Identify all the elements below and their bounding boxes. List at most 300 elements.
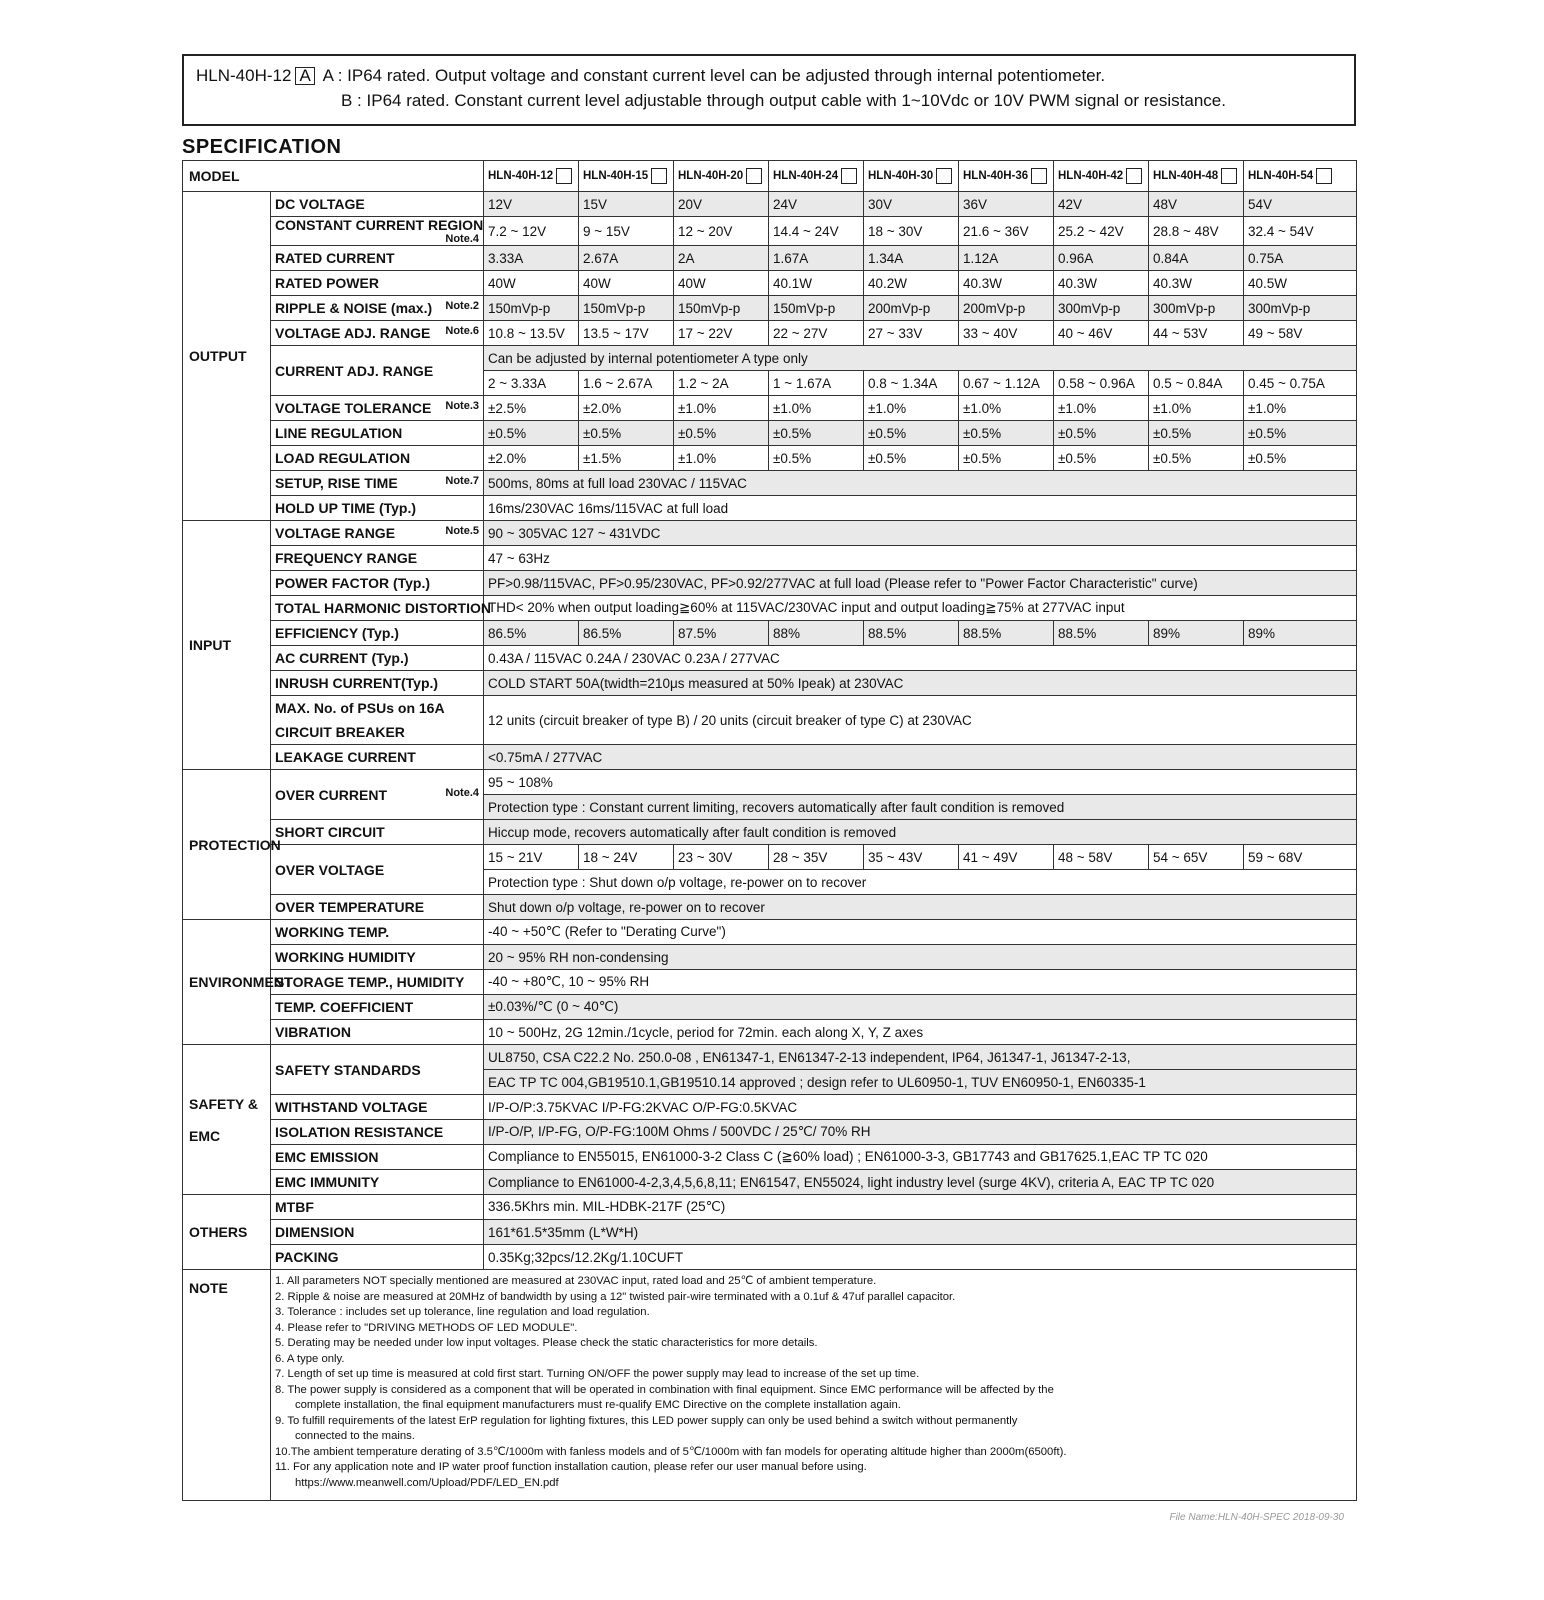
- value-cell: ±2.5%: [484, 396, 579, 421]
- value-cell: 88%: [769, 621, 864, 646]
- text-cell: I/P-O/P:3.75KVAC I/P-FG:2KVAC O/P-FG:0.5KVAC: [484, 1095, 1357, 1120]
- option-b-text: B : IP64 rated. Constant current level adjustable through output cable with 1~10Vdc or 10V PWM signal or resistance.: [341, 91, 1226, 110]
- note-line: 11. For any application note and IP water proof function installation caution, please refer our user manual before using.: [275, 1461, 867, 1473]
- item-label-text: POWER FACTOR (Typ.): [275, 575, 431, 591]
- note-line: 4. Please refer to "DRIVING METHODS OF LED MODULE".: [275, 1321, 578, 1334]
- value-cell: ±2.0%: [484, 446, 579, 471]
- value-cell: 7.2 ~ 12V: [484, 217, 579, 246]
- value-cell: 0.58 ~ 0.96A: [1054, 371, 1149, 396]
- spec-item-label: [271, 995, 484, 1020]
- value-cell: ±0.5%: [1054, 446, 1149, 471]
- text-cell: 500ms, 80ms at full load 230VAC / 115VAC: [484, 471, 1357, 496]
- value-cell: 89%: [1149, 621, 1244, 646]
- value-cell: 24V: [769, 192, 864, 217]
- table-row: [183, 296, 1357, 321]
- table-row: [183, 945, 1357, 970]
- table-row: [183, 1095, 1357, 1120]
- item-label-text: OVER VOLTAGE: [275, 861, 385, 878]
- option-checkbox: [1126, 168, 1142, 184]
- model-name: HLN-40H-36: [963, 170, 1029, 183]
- item-label-text: VOLTAGE ADJ. RANGE: [275, 325, 431, 341]
- spec-item-label: [271, 745, 484, 770]
- value-cell: 48V: [1149, 192, 1244, 217]
- value-cell: ±0.5%: [674, 421, 769, 446]
- value-cell: 18 ~ 30V: [864, 217, 959, 246]
- value-cell: 54 ~ 65V: [1149, 845, 1244, 870]
- text-cell: 95 ~ 108%: [484, 770, 1357, 795]
- category-text: SAFETY &: [189, 1095, 258, 1112]
- text-cell: EAC TP TC 004,GB19510.1,GB19510.14 approved ; design refer to UL60950-1, TUV EN60950-1, EN60335-1: [484, 1070, 1357, 1095]
- value-cell: 22 ~ 27V: [769, 321, 864, 346]
- model-name-cell: [1244, 161, 1357, 192]
- model-name-cell: [674, 161, 769, 192]
- value-cell: 0.8 ~ 1.34A: [864, 371, 959, 396]
- table-row: [183, 396, 1357, 421]
- value-cell: 41 ~ 49V: [959, 845, 1054, 870]
- text-cell: Can be adjusted by internal potentiometer A type only: [484, 346, 1357, 371]
- value-cell: 150mVp-p: [579, 296, 674, 321]
- model-name: HLN-40H-48: [1153, 170, 1219, 183]
- value-cell: 40W: [674, 271, 769, 296]
- text-cell: Protection type : Constant current limiting, recovers automatically after fault condition is removed: [484, 795, 1357, 820]
- value-cell: 87.5%: [674, 621, 769, 646]
- spec-item-label: [271, 845, 484, 895]
- item-label-text: AC CURRENT (Typ.): [275, 650, 409, 666]
- value-cell: ±1.0%: [674, 446, 769, 471]
- value-cell: ±1.0%: [1244, 396, 1357, 421]
- text-cell: 90 ~ 305VAC 127 ~ 431VDC: [484, 521, 1357, 546]
- note-line: 8. The power supply is considered as a component that will be operated in combination with final equipment. Since EMC performance will be affected by the: [275, 1383, 1054, 1396]
- value-cell: 0.96A: [1054, 246, 1149, 271]
- value-cell: 2A: [674, 246, 769, 271]
- item-label-text: VIBRATION: [275, 1024, 351, 1040]
- value-cell: 89%: [1244, 621, 1357, 646]
- spec-item-label: [271, 696, 484, 745]
- value-cell: ±2.0%: [579, 396, 674, 421]
- spec-item-label: [271, 1095, 484, 1120]
- value-cell: 59 ~ 68V: [1244, 845, 1357, 870]
- model-name-cell: [959, 161, 1054, 192]
- value-cell: 17 ~ 22V: [674, 321, 769, 346]
- item-label-text: WORKING HUMIDITY: [275, 949, 416, 965]
- model-suffix-box: A: [295, 67, 314, 85]
- spec-item-label: [271, 321, 484, 346]
- spec-table: [182, 160, 1357, 1501]
- value-cell: ±1.0%: [864, 396, 959, 421]
- table-row: [183, 696, 1357, 745]
- spec-item-label: [271, 521, 484, 546]
- category-label: [183, 192, 271, 521]
- spec-item-label: [271, 1220, 484, 1245]
- category-text: OTHERS: [189, 1224, 248, 1240]
- value-cell: 3.33A: [484, 246, 579, 271]
- value-cell: 2.67A: [579, 246, 674, 271]
- item-label-text: TEMP. COEFFICIENT: [275, 999, 414, 1015]
- table-row: [183, 496, 1357, 521]
- spec-item-label: [271, 271, 484, 296]
- text-cell: 336.5Khrs min. MIL-HDBK-217F (25℃): [484, 1195, 1357, 1220]
- item-label-text: SAFETY STANDARDS: [275, 1061, 421, 1078]
- item-label-text: CONSTANT CURRENT REGION: [275, 217, 484, 233]
- value-cell: 28.8 ~ 48V: [1149, 217, 1244, 246]
- value-cell: 44 ~ 53V: [1149, 321, 1244, 346]
- value-cell: ±0.5%: [1149, 421, 1244, 446]
- category-text: OUTPUT: [189, 348, 247, 364]
- table-row: [183, 1120, 1357, 1145]
- model-name: HLN-40H-24: [773, 170, 839, 183]
- text-cell: 0.35Kg;32pcs/12.2Kg/1.10CUFT: [484, 1245, 1357, 1270]
- item-label-text: RIPPLE & NOISE (max.): [275, 300, 433, 316]
- text-cell: 47 ~ 63Hz: [484, 546, 1357, 571]
- value-cell: ±0.5%: [1054, 421, 1149, 446]
- note-line: complete installation, the final equipment manufacturers must re-qualify EMC Directive on the complete installation again.: [295, 1399, 901, 1411]
- value-cell: 18 ~ 24V: [579, 845, 674, 870]
- category-text: EMC: [189, 1127, 221, 1144]
- value-cell: ±0.5%: [579, 421, 674, 446]
- text-cell: Shut down o/p voltage, re-power on to recover: [484, 895, 1357, 920]
- item-label-text: MAX. No. of PSUs on 16A: [275, 700, 445, 716]
- note-line: 6. A type only.: [275, 1352, 345, 1365]
- table-row: [183, 571, 1357, 596]
- item-label-text: LINE REGULATION: [275, 425, 403, 441]
- specification-title: SPECIFICATION: [182, 136, 342, 158]
- value-cell: ±0.5%: [864, 421, 959, 446]
- item-label-text: OVER TEMPERATURE: [275, 899, 425, 915]
- option-checkbox: [841, 168, 857, 184]
- item-label-text: PACKING: [275, 1249, 339, 1265]
- value-cell: 300mVp-p: [1244, 296, 1357, 321]
- value-cell: 27 ~ 33V: [864, 321, 959, 346]
- spec-item-label: [271, 1120, 484, 1145]
- table-row: [183, 995, 1357, 1020]
- value-cell: 1.67A: [769, 246, 864, 271]
- spec-item-label: [271, 770, 484, 820]
- category-label: [183, 1270, 271, 1501]
- value-cell: 32.4 ~ 54V: [1244, 217, 1357, 246]
- category-label: [183, 1195, 271, 1270]
- value-cell: 40.3W: [959, 271, 1054, 296]
- model-name-cell: [579, 161, 674, 192]
- value-cell: ±0.5%: [1244, 421, 1357, 446]
- model-name-cell: [1054, 161, 1149, 192]
- spec-item-label: [271, 970, 484, 995]
- value-cell: 86.5%: [484, 621, 579, 646]
- model-prefix: HLN-40H-12: [196, 66, 292, 85]
- spec-item-label: [271, 945, 484, 970]
- value-cell: 40.2W: [864, 271, 959, 296]
- table-row: [183, 621, 1357, 646]
- category-text: INPUT: [189, 637, 231, 653]
- table-row: [183, 421, 1357, 446]
- option-checkbox: [1316, 168, 1332, 184]
- model-header-box: [182, 54, 1356, 126]
- text-cell: <0.75mA / 277VAC: [484, 745, 1357, 770]
- value-cell: 150mVp-p: [484, 296, 579, 321]
- value-cell: 40 ~ 46V: [1054, 321, 1149, 346]
- text-cell: 16ms/230VAC 16ms/115VAC at full load: [484, 496, 1357, 521]
- value-cell: 21.6 ~ 36V: [959, 217, 1054, 246]
- value-cell: 35 ~ 43V: [864, 845, 959, 870]
- note-ref: Note.2: [445, 300, 479, 312]
- text-cell: THD< 20% when output loading≧60% at 115VAC/230VAC input and output loading≧75% at 277VAC input: [484, 596, 1357, 621]
- value-cell: ±0.5%: [959, 446, 1054, 471]
- spec-item-label: [271, 1020, 484, 1045]
- text-cell: ±0.03%/℃ (0 ~ 40℃): [484, 995, 1357, 1020]
- value-cell: 300mVp-p: [1149, 296, 1244, 321]
- table-row: [183, 321, 1357, 346]
- value-cell: 40.3W: [1149, 271, 1244, 296]
- value-cell: 25.2 ~ 42V: [1054, 217, 1149, 246]
- table-row: [183, 970, 1357, 995]
- spec-item-label: [271, 1170, 484, 1195]
- text-cell: 10 ~ 500Hz, 2G 12min./1cycle, period for 72min. each along X, Y, Z axes: [484, 1020, 1357, 1045]
- value-cell: ±0.5%: [959, 421, 1054, 446]
- table-row: [183, 1145, 1357, 1170]
- value-cell: ±1.0%: [769, 396, 864, 421]
- text-cell: Protection type : Shut down o/p voltage, re-power on to recover: [484, 870, 1357, 895]
- text-cell: UL8750, CSA C22.2 No. 250.0-08 , EN61347-1, EN61347-2-13 independent, IP64, J61347-1, J61347-2-13,: [484, 1045, 1357, 1070]
- value-cell: 150mVp-p: [674, 296, 769, 321]
- notes-cell: [271, 1270, 1357, 1501]
- spec-item-label: [271, 820, 484, 845]
- item-label-text: DIMENSION: [275, 1224, 355, 1240]
- value-cell: 150mVp-p: [769, 296, 864, 321]
- text-cell: 12 units (circuit breaker of type B) / 20 units (circuit breaker of type C) at 230VAC: [484, 696, 1357, 745]
- option-a-text: A : IP64 rated. Output voltage and constant current level can be adjusted through internal potentiometer.: [322, 66, 1106, 85]
- value-cell: 40.5W: [1244, 271, 1357, 296]
- item-label-text: RATED CURRENT: [275, 250, 395, 266]
- model-name: HLN-40H-42: [1058, 170, 1124, 183]
- value-cell: 13.5 ~ 17V: [579, 321, 674, 346]
- value-cell: 15V: [579, 192, 674, 217]
- table-row: [183, 521, 1357, 546]
- text-cell: Compliance to EN61000-4-2,3,4,5,6,8,11; EN61547, EN55024, light industry level (surge 4KV), criteria A, EAC TP TC 020: [484, 1170, 1357, 1195]
- value-cell: 12 ~ 20V: [674, 217, 769, 246]
- note-line: https://www.meanwell.com/Upload/PDF/LED_EN.pdf: [295, 1476, 559, 1489]
- spec-item-label: [271, 1145, 484, 1170]
- table-row: [183, 671, 1357, 696]
- note-line: 3. Tolerance : includes set up tolerance, line regulation and load regulation.: [275, 1306, 650, 1318]
- value-cell: ±1.0%: [674, 396, 769, 421]
- value-cell: 49 ~ 58V: [1244, 321, 1357, 346]
- item-label-text: WITHSTAND VOLTAGE: [275, 1099, 428, 1115]
- table-row: [183, 596, 1357, 621]
- value-cell: ±1.0%: [959, 396, 1054, 421]
- text-cell: Compliance to EN55015, EN61000-3-2 Class C (≧60% load) ; EN61000-3-3, GB17743 and GB17625.1,EAC TP TC 020: [484, 1145, 1357, 1170]
- value-cell: ±0.5%: [769, 446, 864, 471]
- value-cell: 28 ~ 35V: [769, 845, 864, 870]
- value-cell: 40.1W: [769, 271, 864, 296]
- value-cell: 200mVp-p: [864, 296, 959, 321]
- table-row: [183, 920, 1357, 945]
- note-line: 7. Length of set up time is measured at cold first start. Turning ON/OFF the power supply may lead to increase of the set up time.: [275, 1368, 920, 1380]
- category-label: [183, 521, 271, 770]
- value-cell: ±0.5%: [484, 421, 579, 446]
- item-label-text: TOTAL HARMONIC DISTORTION: [275, 600, 491, 616]
- text-cell: 161*61.5*35mm (L*W*H): [484, 1220, 1357, 1245]
- value-cell: 1.2 ~ 2A: [674, 371, 769, 396]
- category-text: ENVIRONMENT: [189, 974, 293, 990]
- spec-item-label: [271, 496, 484, 521]
- model-name: HLN-40H-15: [583, 170, 649, 183]
- table-row: [183, 745, 1357, 770]
- table-row: [183, 1270, 1357, 1501]
- item-label-text: VOLTAGE RANGE: [275, 525, 396, 541]
- value-cell: ±0.5%: [1244, 446, 1357, 471]
- table-row: [183, 820, 1357, 845]
- note-ref: Note.4: [445, 786, 479, 799]
- item-label-text: ISOLATION RESISTANCE: [275, 1124, 444, 1140]
- note-line: 10.The ambient temperature derating of 3.5℃/1000m with fanless models and of 5℃/1000m with fan models for operating altitude higher than 2000m(6500ft).: [275, 1445, 1067, 1458]
- table-row: [183, 161, 1357, 192]
- item-label-text: DC VOLTAGE: [275, 196, 365, 212]
- note-ref: Note.6: [445, 325, 479, 337]
- value-cell: 40W: [579, 271, 674, 296]
- value-cell: 15 ~ 21V: [484, 845, 579, 870]
- value-cell: 9 ~ 15V: [579, 217, 674, 246]
- model-name-cell: [1149, 161, 1244, 192]
- value-cell: 20V: [674, 192, 769, 217]
- value-cell: ±1.0%: [1054, 396, 1149, 421]
- item-label-text: WORKING TEMP.: [275, 924, 390, 940]
- note-line: 2. Ripple & noise are measured at 20MHz of bandwidth by using a 12" twisted pair-wire terminated with a 0.1uf & 47uf parallel capacitor.: [275, 1290, 956, 1303]
- table-row: [183, 192, 1357, 217]
- value-cell: 14.4 ~ 24V: [769, 217, 864, 246]
- value-cell: 0.84A: [1149, 246, 1244, 271]
- category-label: [183, 920, 293, 1045]
- option-checkbox: [1031, 168, 1047, 184]
- item-label-text: INRUSH CURRENT(Typ.): [275, 675, 439, 691]
- item-label-text: LEAKAGE CURRENT: [275, 749, 416, 765]
- value-cell: 86.5%: [579, 621, 674, 646]
- spec-item-label: [271, 1045, 484, 1095]
- table-row: [183, 1020, 1357, 1045]
- table-row: [183, 895, 1357, 920]
- item-label-text: MTBF: [275, 1199, 314, 1215]
- note-line: 5. Derating may be needed under low input voltages. Please check the static characteristics for more details.: [275, 1337, 818, 1349]
- table-row: [183, 546, 1357, 571]
- item-label-text: CURRENT ADJ. RANGE: [275, 362, 434, 379]
- item-label-text: SHORT CIRCUIT: [275, 824, 385, 840]
- category-label: [183, 1045, 271, 1195]
- table-row: [183, 1195, 1357, 1220]
- text-cell: PF>0.98/115VAC, PF>0.95/230VAC, PF>0.92/277VAC at full load (Please refer to "Power Factor Characteristic" curve): [484, 571, 1357, 596]
- file-name-footer: File Name:HLN-40H-SPEC 2018-09-30: [1169, 1512, 1344, 1523]
- category-text: PROTECTION: [189, 836, 281, 853]
- spec-item-label: [271, 1195, 484, 1220]
- text-cell: 20 ~ 95% RH non-condensing: [484, 945, 1357, 970]
- spec-item-label: [271, 895, 484, 920]
- item-label-text: RATED POWER: [275, 275, 379, 291]
- table-row: [183, 471, 1357, 496]
- table-row: [183, 1245, 1357, 1270]
- value-cell: 33 ~ 40V: [959, 321, 1054, 346]
- table-row: [183, 246, 1357, 271]
- spec-item-label: [271, 217, 484, 246]
- model-name: HLN-40H-12: [488, 170, 554, 183]
- value-cell: 88.5%: [864, 621, 959, 646]
- model-name: HLN-40H-54: [1248, 170, 1314, 183]
- note-ref: Note.7: [445, 475, 479, 487]
- item-label-text: OVER CURRENT: [275, 786, 388, 803]
- table-row: [183, 770, 1357, 795]
- note-ref: Note.3: [445, 400, 479, 412]
- table-row: [183, 1170, 1357, 1195]
- value-cell: 0.45 ~ 0.75A: [1244, 371, 1357, 396]
- spec-item-label: [271, 346, 484, 396]
- spec-item-label: [271, 596, 491, 621]
- value-cell: 10.8 ~ 13.5V: [484, 321, 579, 346]
- category-text: NOTE: [189, 1280, 228, 1296]
- table-row: [183, 1045, 1357, 1070]
- model-label: MODEL: [183, 161, 484, 192]
- value-cell: 12V: [484, 192, 579, 217]
- value-cell: 0.75A: [1244, 246, 1357, 271]
- item-label-text: LOAD REGULATION: [275, 450, 411, 466]
- item-label-text: EMC IMMUNITY: [275, 1174, 380, 1190]
- note-ref: Note.5: [445, 525, 479, 537]
- model-name: HLN-40H-20: [678, 170, 744, 183]
- note-line: 9. To fulfill requirements of the latest ErP regulation for lighting fixtures, this LED power supply can only be used behind a switch without permanently: [275, 1414, 1018, 1427]
- value-cell: 0.5 ~ 0.84A: [1149, 371, 1244, 396]
- value-cell: ±0.5%: [769, 421, 864, 446]
- text-cell: Hiccup mode, recovers automatically after fault condition is removed: [484, 820, 1357, 845]
- value-cell: 54V: [1244, 192, 1357, 217]
- item-label-text: VOLTAGE TOLERANCE: [275, 400, 432, 416]
- value-cell: ±0.5%: [864, 446, 959, 471]
- category-label: [183, 770, 281, 920]
- spec-item-label: [271, 446, 484, 471]
- option-checkbox: [1221, 168, 1237, 184]
- table-row: [183, 446, 1357, 471]
- note-ref: Note.4: [445, 233, 479, 245]
- model-name: HLN-40H-30: [868, 170, 934, 183]
- item-label-text: SETUP, RISE TIME: [275, 475, 398, 491]
- value-cell: 30V: [864, 192, 959, 217]
- item-label-text: EFFICIENCY (Typ.): [275, 625, 399, 641]
- text-cell: -40 ~ +80℃, 10 ~ 95% RH: [484, 970, 1357, 995]
- option-checkbox: [936, 168, 952, 184]
- spec-item-label: [271, 546, 484, 571]
- table-row: [183, 845, 1357, 870]
- item-label-text: HOLD UP TIME (Typ.): [275, 500, 417, 516]
- table-row: [183, 346, 1357, 371]
- model-name-cell: [484, 161, 579, 192]
- value-cell: 0.67 ~ 1.12A: [959, 371, 1054, 396]
- table-row: [183, 271, 1357, 296]
- option-checkbox: [746, 168, 762, 184]
- value-cell: 23 ~ 30V: [674, 845, 769, 870]
- value-cell: 2 ~ 3.33A: [484, 371, 579, 396]
- spec-item-label: [271, 646, 484, 671]
- table-row: [183, 646, 1357, 671]
- value-cell: 1.34A: [864, 246, 959, 271]
- value-cell: 1 ~ 1.67A: [769, 371, 864, 396]
- spec-item-label: [271, 920, 484, 945]
- item-label-text: STORAGE TEMP., HUMIDITY: [275, 974, 465, 990]
- table-row: [183, 1220, 1357, 1245]
- option-checkbox: [556, 168, 572, 184]
- spec-item-label: [271, 296, 484, 321]
- value-cell: ±1.0%: [1149, 396, 1244, 421]
- value-cell: 200mVp-p: [959, 296, 1054, 321]
- model-name-cell: [864, 161, 959, 192]
- value-cell: 48 ~ 58V: [1054, 845, 1149, 870]
- spec-item-label: [271, 1245, 484, 1270]
- spec-item-label: [271, 471, 484, 496]
- text-cell: I/P-O/P, I/P-FG, O/P-FG:100M Ohms / 500VDC / 25℃/ 70% RH: [484, 1120, 1357, 1145]
- value-cell: 88.5%: [1054, 621, 1149, 646]
